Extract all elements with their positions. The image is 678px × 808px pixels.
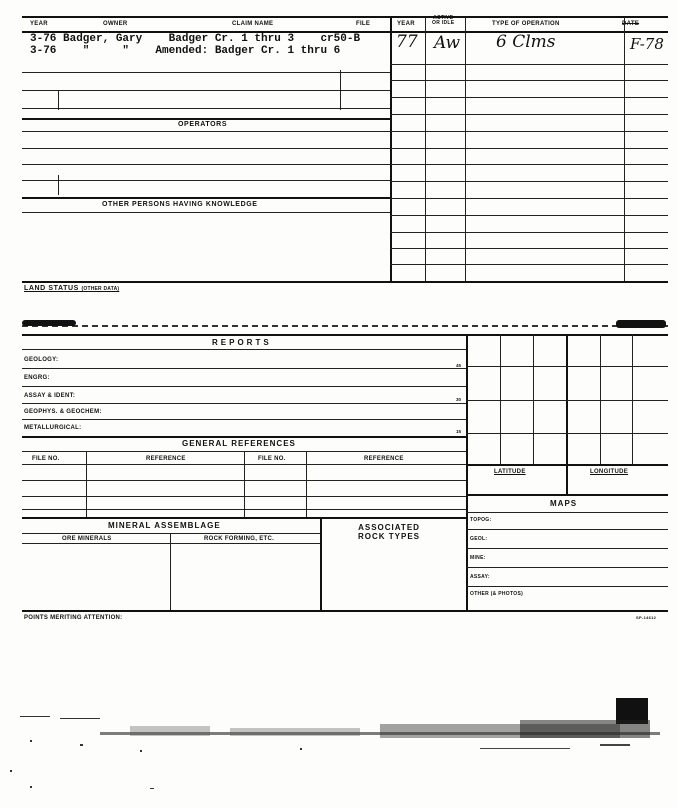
header-last-col: DATE (622, 21, 640, 27)
header-owner: OWNER (103, 21, 128, 27)
small-divider-2 (58, 90, 59, 110)
header-year-2: YEAR (397, 21, 415, 27)
gen-ref-col-div-2 (244, 451, 245, 517)
rule-left-2 (22, 90, 390, 91)
other-persons-heading: OTHER PERSONS HAVING KNOWLEDGE (102, 201, 258, 208)
ore-minerals-label: ORE MINERALS (62, 536, 112, 542)
maps-topog-label: TOPOG: (470, 517, 492, 523)
type-divider (624, 17, 625, 281)
handwritten-active-idle: Aw (434, 33, 461, 53)
reports-rule-1 (22, 368, 466, 369)
rule-left-4 (22, 148, 390, 149)
gen-ref-file-no-1: FILE NO. (32, 456, 60, 462)
rule-left-5 (22, 164, 390, 165)
other-persons-rule-top (22, 197, 390, 199)
maps-rule-3 (466, 567, 668, 568)
other-persons-rule-bottom (22, 212, 390, 213)
reports-bottom-rule (22, 436, 466, 438)
reports-rule-2 (22, 386, 466, 387)
mineral-col-divider (170, 533, 171, 610)
gen-ref-reference-1: REFERENCE (146, 456, 186, 462)
main-vertical-divider (390, 17, 392, 281)
reports-geophys-label: GEOPHYS. & GEOCHEM: (24, 409, 102, 415)
form-code: SP-14612 (636, 615, 657, 620)
gen-ref-col-div-3 (306, 451, 307, 517)
maps-rule-2 (466, 548, 668, 549)
year-divider (425, 17, 426, 281)
gen-ref-bottom-rule (22, 517, 466, 519)
rule-right-12 (390, 248, 668, 249)
reports-assay-label: ASSAY & IDENT: (24, 393, 76, 399)
header-year: YEAR (30, 21, 48, 27)
entry-line-1: 3-76 Badger, Gary Badger Cr. 1 thru 3 cr50-B (30, 33, 361, 45)
associated-rock-divider (320, 517, 322, 610)
band-mark-right (616, 320, 666, 328)
band-mark-left (22, 320, 76, 326)
handwritten-last-col: F-78 (630, 35, 664, 53)
top-section-bottom-rule (22, 281, 668, 283)
rule-right-13 (390, 264, 668, 265)
maps-top-rule (466, 494, 668, 496)
top-border (22, 16, 668, 18)
maps-heading-rule (466, 512, 668, 513)
rock-forming-label: ROCK FORMING, ETC. (204, 536, 275, 542)
general-references-heading: GENERAL REFERENCES (182, 439, 296, 448)
rule-right-7 (390, 164, 668, 165)
rule-right-3 (390, 97, 668, 98)
associated-rock-types-heading: ASSOCIATED ROCK TYPES (358, 523, 421, 541)
gen-ref-reference-2: REFERENCE (364, 456, 404, 462)
reports-right-divider (466, 334, 468, 610)
land-status-note: (OTHER DATA) (81, 286, 120, 292)
reports-assay-num: 30 (456, 397, 462, 402)
handwritten-year: 77 (396, 32, 418, 52)
longitude-label: LONGITUDE (590, 469, 629, 475)
reports-geology-num: 45 (456, 363, 462, 368)
small-divider-3 (58, 175, 59, 195)
rule-right-1 (390, 64, 668, 65)
reports-rule-3 (22, 403, 466, 404)
maps-rule-1 (466, 529, 668, 530)
mineral-subheading-rule (22, 543, 320, 544)
latitude-label: LATITUDE (494, 469, 526, 475)
land-status-heading (24, 285, 119, 293)
operators-rule-top (22, 118, 390, 120)
grid-h-2 (466, 400, 668, 401)
maps-other-label: OTHER (& PHOTOS) (470, 591, 524, 597)
band-rule (22, 325, 668, 327)
grid-v-5 (632, 334, 633, 464)
header-type-of-operation: TYPE OF OPERATION (492, 21, 560, 27)
grid-v-2 (533, 334, 534, 464)
maps-assay-label: ASSAY: (470, 574, 490, 580)
reports-heading-rule (22, 349, 466, 350)
active-divider (465, 17, 466, 281)
rule-right-4 (390, 114, 668, 115)
maps-geol-label: GEOL: (470, 536, 488, 542)
form-bottom-rule (22, 610, 668, 612)
gen-ref-file-no-2: FILE NO. (258, 456, 286, 462)
land-status-label: LAND STATUS (24, 285, 79, 292)
grid-v-4 (600, 334, 601, 464)
header-file: FILE (356, 21, 371, 27)
gen-ref-col-div-1 (86, 451, 87, 517)
mineral-assemblage-heading: MINERAL ASSEMBLAGE (108, 521, 221, 530)
grid-h-3 (466, 433, 668, 434)
rule-right-11 (390, 232, 668, 233)
rule-right-6 (390, 148, 668, 149)
reports-heading: REPORTS (212, 338, 272, 347)
operators-heading: OPERATORS (178, 121, 228, 128)
rule-left-3 (22, 108, 390, 109)
grid-h-4 (466, 464, 668, 466)
mineral-heading-rule (22, 533, 320, 534)
points-meriting-attention: POINTS MERITING ATTENTION: (24, 615, 123, 621)
reports-rule-4 (22, 419, 466, 420)
rule-right-5 (390, 131, 668, 132)
handwritten-type-of-operation: 6 Clms (496, 32, 556, 52)
scan-noise-band (0, 690, 678, 800)
reports-metallurgical-label: METALLURGICAL: (24, 425, 82, 431)
rule-left-1 (22, 72, 390, 73)
header-claim-name: CLAIM NAME (232, 21, 274, 27)
reports-top-rule (22, 334, 668, 336)
rule-left-6 (22, 180, 390, 181)
rule-right-8 (390, 181, 668, 182)
operators-rule-bottom (22, 131, 390, 132)
entry-line-2: 3-76 " " Amended: Badger Cr. 1 thru 6 (30, 45, 341, 57)
reports-engrg-label: ENGRG: (24, 375, 50, 381)
rule-right-2 (390, 80, 668, 81)
grid-v-3 (566, 334, 568, 494)
rule-right-10 (390, 215, 668, 216)
maps-heading: MAPS (550, 499, 578, 508)
maps-rule-4 (466, 586, 668, 587)
rule-right-9 (390, 198, 668, 199)
grid-v-1 (500, 334, 501, 464)
reports-metallurgical-num: 15 (456, 429, 462, 434)
header-active-idle: ACTIVE OR IDLE (432, 15, 455, 26)
reports-geology-label: GEOLOGY: (24, 357, 59, 363)
maps-mine-label: MINE: (470, 555, 486, 561)
grid-h-1 (466, 366, 668, 367)
